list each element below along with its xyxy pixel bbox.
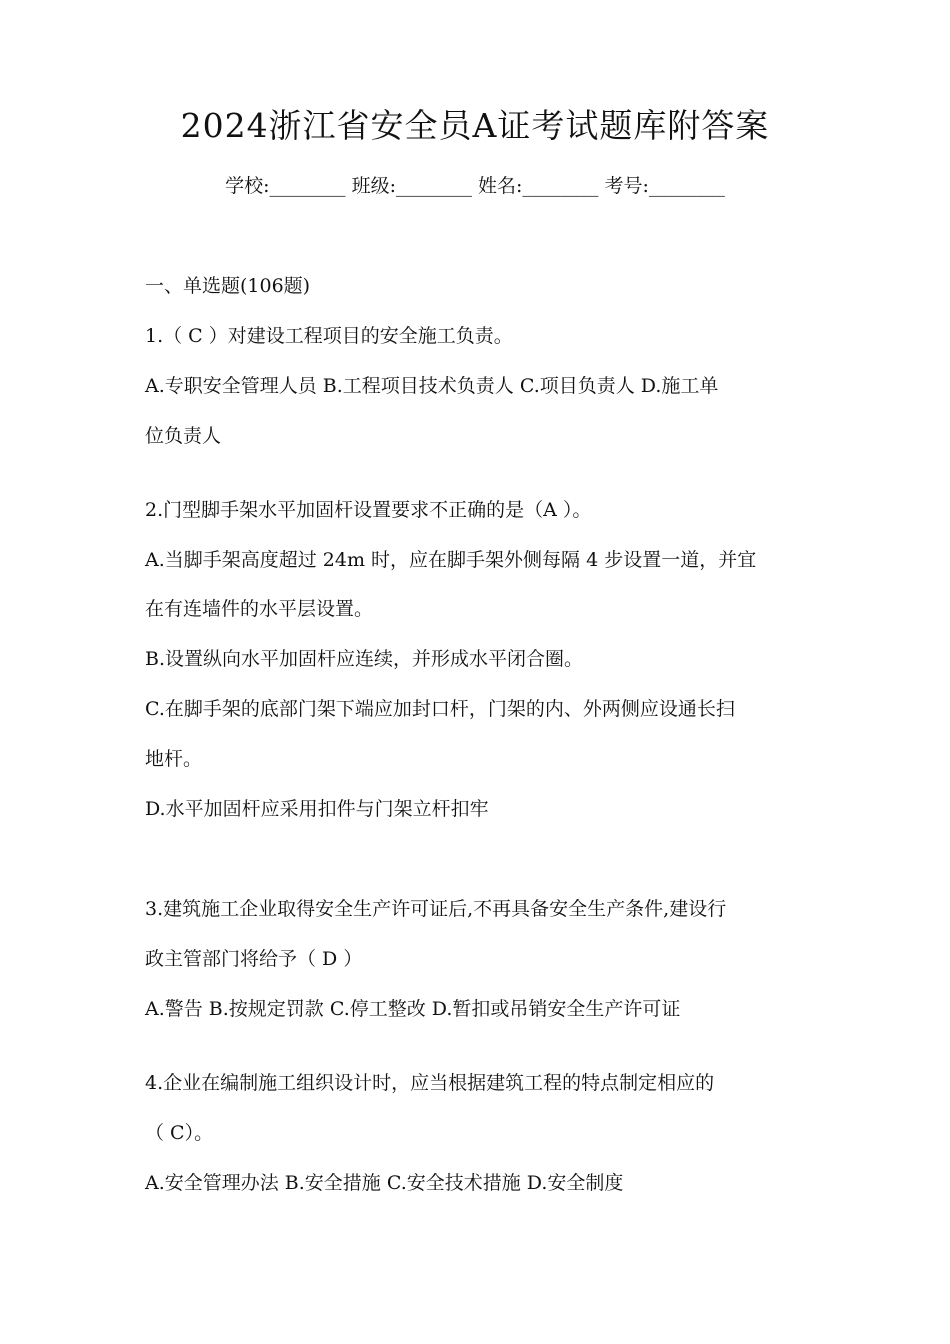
student-info-line: 学校:________ 班级:________ 姓名:________ 考号:________ <box>225 175 725 197</box>
question-1-stem: 1.（ C ）对建设工程项目的安全施工负责。 <box>145 325 513 347</box>
question-3-stem-line-1: 3.建筑施工企业取得安全生产许可证后,不再具备安全生产条件,建设行 <box>145 898 727 920</box>
question-2-option-a-line-1: A.当脚手架高度超过 24m 时，应在脚手架外侧每隔 4 步设置一道，并宜 <box>145 549 757 571</box>
question-4-stem-line-2: （ C）。 <box>145 1122 214 1144</box>
question-1-options-line-2: 位负责人 <box>145 425 222 447</box>
question-3-stem-line-2: 政主管部门将给予（ D ） <box>145 948 363 970</box>
question-2-option-c-line-2: 地杆。 <box>145 748 203 770</box>
question-4-options: A.安全管理办法 B.安全措施 C.安全技术措施 D.安全制度 <box>145 1172 624 1194</box>
question-3-options: A.警告 B.按规定罚款 C.停工整改 D.暂扣或吊销安全生产许可证 <box>145 998 681 1020</box>
section-heading: 一、单选题(106题) <box>145 275 311 297</box>
question-2-option-a-line-2: 在有连墙件的水平层设置。 <box>145 598 374 620</box>
question-2-stem: 2.门型脚手架水平加固杆设置要求不正确的是（A ）。 <box>145 499 592 521</box>
question-2-option-b: B.设置纵向水平加固杆应连续，并形成水平闭合圈。 <box>145 648 584 670</box>
question-4-stem-line-1: 4.企业在编制施工组织设计时，应当根据建筑工程的特点制定相应的 <box>145 1072 715 1094</box>
question-1-options-line-1: A.专职安全管理人员 B.工程项目技术负责人 C.项目负责人 D.施工单 <box>145 375 719 397</box>
question-2-option-c-line-1: C.在脚手架的底部门架下端应加封口杆，门架的内、外两侧应设通长扫 <box>145 698 735 720</box>
question-2-option-d: D.水平加固杆应采用扣件与门架立杆扣牢 <box>145 798 489 820</box>
document-title: 2024浙江省安全员A证考试题库附答案 <box>180 106 770 145</box>
